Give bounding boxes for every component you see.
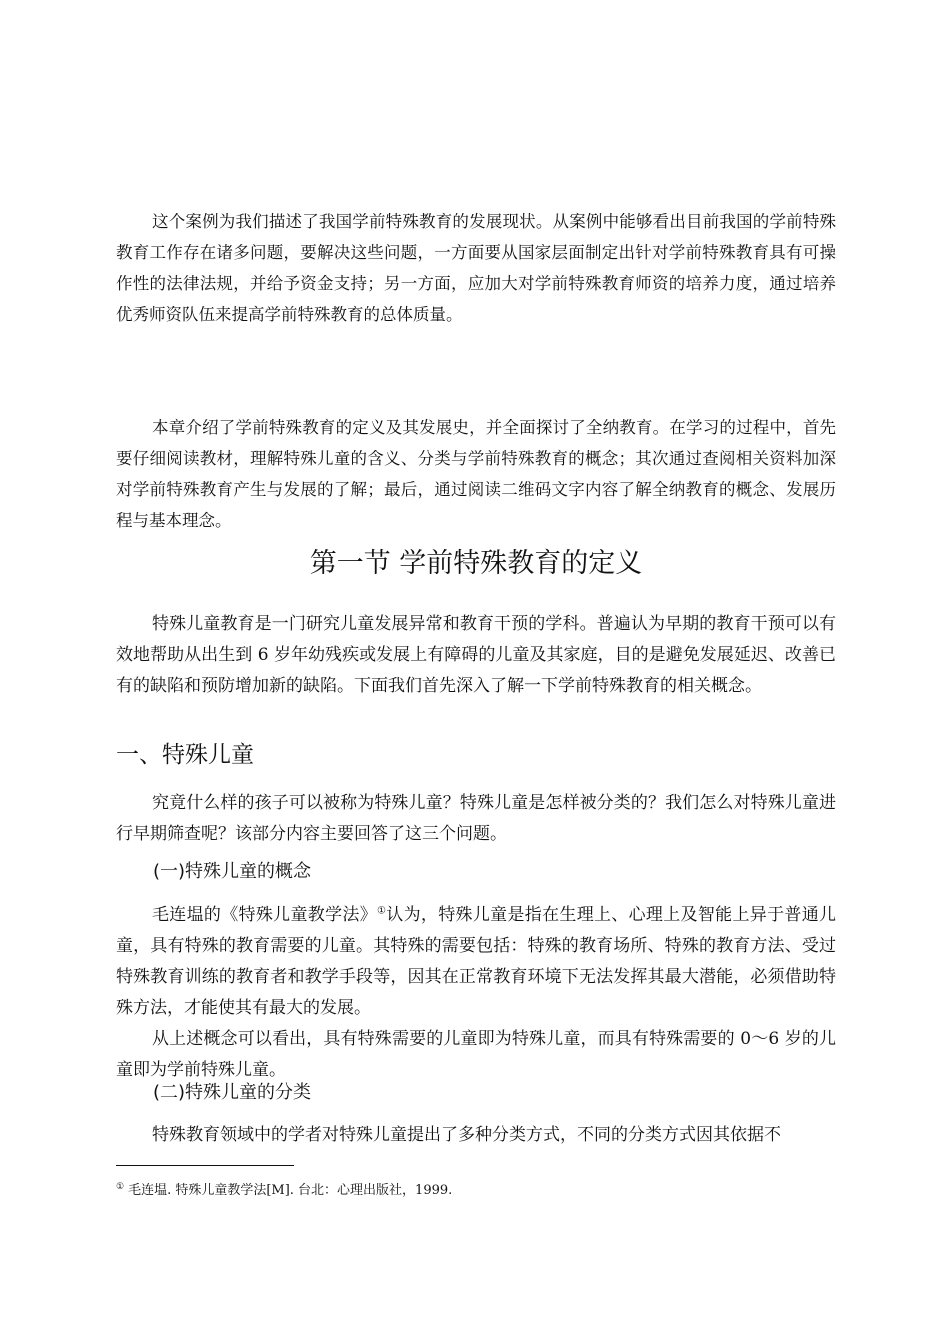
concept-paragraph-1-lead: 毛连塭的《特殊儿童教学法》 [152, 905, 378, 925]
case-summary-paragraph: 这个案例为我们描述了我国学前特殊教育的发展现状。从案例中能够看出目前我国的学前特殊教育工作存在诸多问题，要解决这些问题，一方面要从国家层面制定出针对学前特殊教育具有可操作性的法律法规，并给予资金支持；另一方面，应加大对学前特殊教育师资的培养力度，通过培养优秀师资队伍来提高学前特殊教育的总体质量。 [116, 212, 836, 324]
footnote-divider [116, 1165, 294, 1166]
heading-special-children: 一、特殊儿童 [116, 742, 254, 768]
subheading-concept: (一)特殊儿童的概念 [153, 861, 312, 882]
concept-paragraph-1-body: 认为，特殊儿童是指在生理上、心理上及智能上异于普通儿童，具有特殊的教育需要的儿童。其特殊的需要包括：特殊的教育场所、特殊的教育方法、受过特殊教育训练的教育者和教学手段等，因其在正常教育环境下无法发挥其最大潜能，必须借助特殊方法，才能使其有最大的发展。 [116, 905, 837, 1018]
heading-special-children-intro: 究竟什么样的孩子可以被称为特殊儿童？特殊儿童是怎样被分类的？我们怎么对特殊儿童进行早期筛查呢？该部分内容主要回答了这三个问题。 [116, 793, 836, 844]
concept-paragraph-2: 从上述概念可以看出，具有特殊需要的儿童即为特殊儿童，而具有特殊需要的 0～6 岁的儿童即为学前特殊儿童。 [116, 1029, 836, 1080]
subheading-classification: (二)特殊儿童的分类 [153, 1082, 312, 1103]
section-title: 第一节 学前特殊教育的定义 [309, 548, 643, 579]
footnote-mark: ① [116, 1181, 125, 1192]
classification-paragraph: 特殊教育领域中的学者对特殊儿童提出了多种分类方式，不同的分类方式因其依据不 [152, 1125, 781, 1145]
section-intro-paragraph: 特殊儿童教育是一门研究儿童发展异常和教育干预的学科。普遍认为早期的教育干预可以有效地帮助从出生到 6 岁年幼残疾或发展上有障碍的儿童及其家庭，目的是避免发展延迟、改善已有的缺陷和预防增加新的缺陷。下面我们首先深入了解一下学前特殊教育的相关概念。 [116, 614, 836, 696]
footnote-text: 毛连塭. 特殊儿童教学法[M]. 台北：心理出版社，1999. [128, 1183, 453, 1198]
footnote-reference[interactable]: ① [377, 905, 387, 917]
concept-paragraph-1 [116, 900, 836, 1024]
chapter-intro-paragraph: 本章介绍了学前特殊教育的定义及其发展史，并全面探讨了全纳教育。在学习的过程中，首先要仔细阅读教材，理解特殊儿童的含义、分类与学前特殊教育的概念；其次通过查阅相关资料加深对学前特殊教育产生与发展的了解；最后，通过阅读二维码文字内容了解全纳教育的概念、发展历程与基本理念。 [116, 418, 836, 530]
footnote [116, 1180, 836, 1202]
